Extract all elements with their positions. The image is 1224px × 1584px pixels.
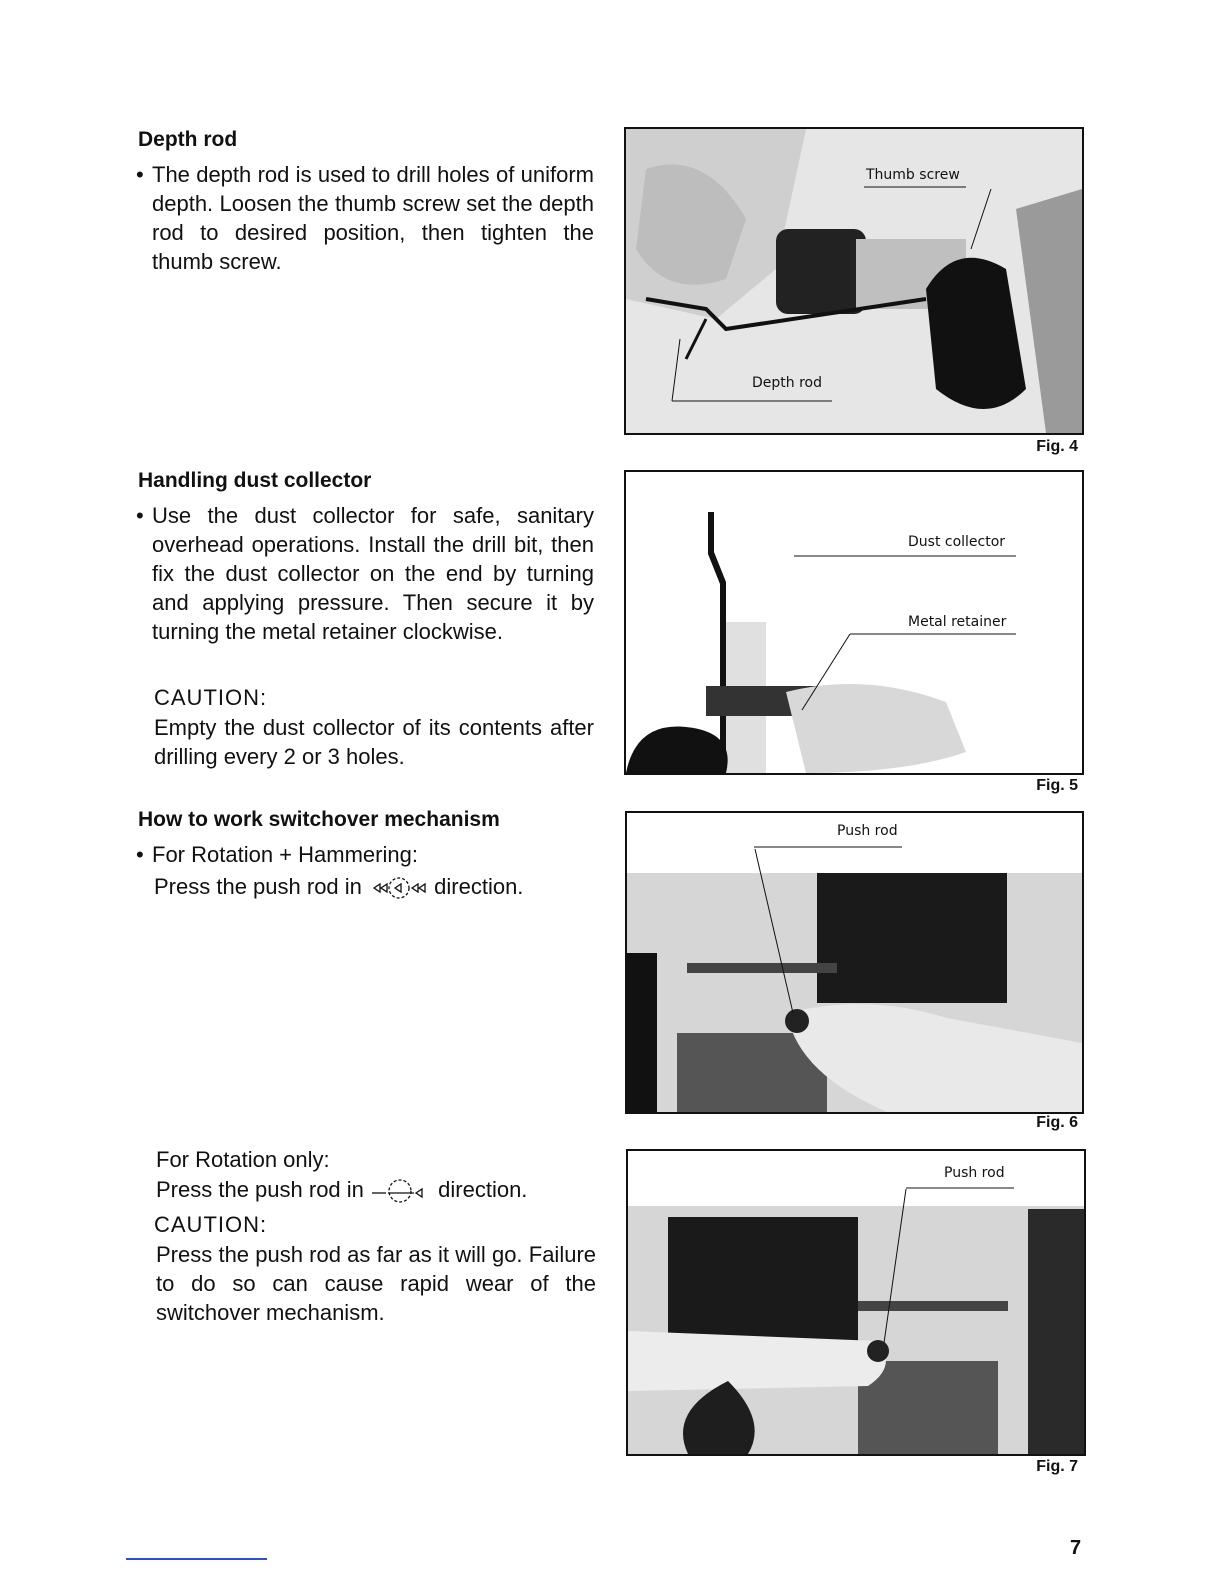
rotation-symbol-icon [370, 1173, 432, 1209]
figure-4-caption: Fig. 4 [1036, 438, 1078, 455]
hammer-rotation-symbol-icon [368, 870, 428, 906]
dust-collector-paragraph [138, 501, 594, 646]
depth-rod-illustration [626, 129, 1082, 433]
page-divider-line [126, 1558, 267, 1560]
page-number: 7 [1070, 1537, 1082, 1559]
instruction-prefix: Press the push rod in [154, 873, 362, 899]
metal-retainer-label: Metal retainer [908, 614, 1007, 630]
bullet-icon: • [136, 503, 144, 528]
figure-4-photo [624, 127, 1084, 435]
caution-text-1: Empty the dust collector of its contents after drilling every 2 or 3 holes. [154, 715, 594, 769]
push-rod-rotation-hammering-illustration [627, 813, 1082, 1112]
bullet-icon: • [136, 842, 144, 867]
figure-7-photo [626, 1149, 1086, 1456]
dust-collector-text: Use the dust collector for safe, sanitary overhead operations. Install the drill bit, then fix the dust collector on the end by turning and applying pressure. Then secure it by turning the metal retainer clockwise. [152, 503, 594, 644]
push-rod-label: Push rod [837, 823, 898, 839]
switchover-heading: How to work switchover mechanism [138, 808, 500, 831]
depth-rod-heading: Depth rod [138, 128, 238, 151]
caution-text-2: Press the push rod as far as it will go. Failure to do so can cause rapid wear of the switchover mechanism. [156, 1242, 596, 1325]
figure-6-caption: Fig. 6 [1036, 1114, 1078, 1131]
rotation-hammering-instruction [154, 870, 594, 906]
caution-heading-2: CAUTION: [154, 1212, 268, 1237]
rotation-only-title: For Rotation only: [156, 1147, 330, 1172]
depth-rod-paragraph [138, 160, 594, 276]
figure-7-caption: Fig. 7 [1036, 1458, 1078, 1475]
depth-rod-label: Depth rod [752, 375, 822, 391]
instruction-prefix: Press the push rod in [156, 1176, 364, 1202]
caution-heading-1: CAUTION: [154, 685, 268, 710]
bullet-icon: • [136, 162, 144, 187]
push-rod-rotation-only-illustration [628, 1151, 1084, 1454]
dust-collector-illustration [626, 472, 1082, 773]
thumb-screw-label: Thumb screw [866, 167, 960, 183]
dust-collector-heading: Handling dust collector [138, 469, 372, 492]
depth-rod-text: The depth rod is used to drill holes of uniform depth. Loosen the thumb screw set the depth rod to desired position, then tighten the thumb screw. [152, 162, 594, 274]
instruction-suffix: direction. [434, 873, 524, 899]
figure-5-photo [624, 470, 1084, 775]
rotation-hammering-item [138, 840, 594, 869]
figure-5-caption: Fig. 5 [1036, 777, 1078, 794]
rotation-hammering-title: For Rotation + Hammering: [152, 842, 418, 867]
push-rod-label: Push rod [944, 1165, 1005, 1181]
instruction-suffix: direction. [438, 1176, 528, 1202]
figure-6-photo [625, 811, 1084, 1114]
rotation-only-instruction [156, 1173, 596, 1209]
dust-collector-label: Dust collector [908, 534, 1006, 550]
